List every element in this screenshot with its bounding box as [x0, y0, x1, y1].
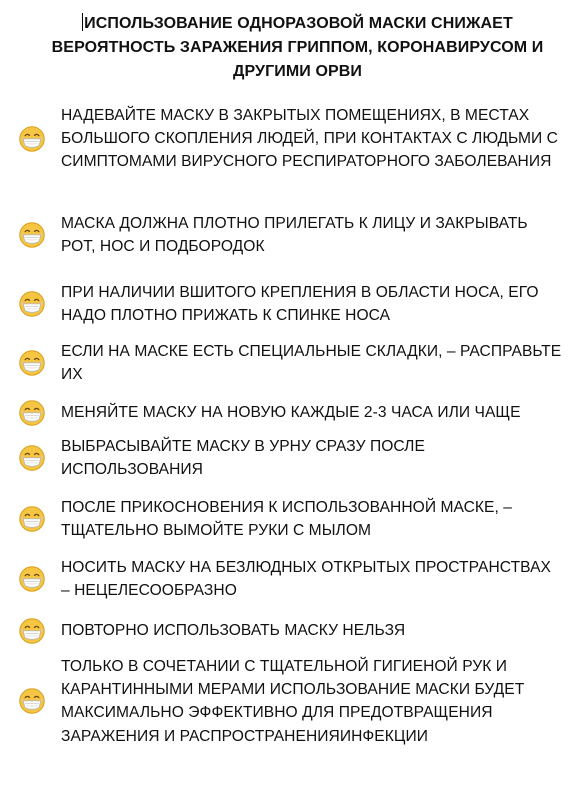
list-item-text: МАСКА ДОЛЖНА ПЛОТНО ПРИЛЕГАТЬ К ЛИЦУ И ЗАКРЫВАТЬ РОТ, НОС И ПОДБОРОДОК	[61, 215, 528, 256]
list-item	[18, 435, 563, 481]
list-item-text: ПРИ НАЛИЧИИ ВШИТОГО КРЕПЛЕНИЯ В ОБЛАСТИ НОСА, ЕГО НАДО ПЛОТНО ПРИЖАТЬ К СПИНКЕ НОСА	[61, 284, 539, 325]
list-item-text: МЕНЯЙТЕ МАСКУ НА НОВУЮ КАЖДЫЕ 2-3 ЧАСА ИЛИ ЧАЩЕ	[61, 404, 521, 422]
list-item-text: ПОВТОРНО ИСПОЛЬЗОВАТЬ МАСКУ НЕЛЬЗЯ	[61, 622, 406, 640]
list-item-text: ТОЛЬКО В СОЧЕТАНИИ С ТЩАТЕЛЬНОЙ ГИГИЕНОЙ РУК И КАРАНТИННЫМИ МЕРАМИ ИСПОЛЬЗОВАНИЕ МАСКИ БУДЕТ МАКСИМАЛЬНО ЭФФЕКТИВНО ДЛЯ ПРЕДОТВРАЩЕНИЯ ЗАРАЖЕНИЯ И РАСПРОСТРАНЕНИЯИНФЕКЦИИ	[61, 658, 525, 745]
masked-face-emoji-icon	[18, 565, 46, 593]
masked-face-emoji-icon	[18, 125, 46, 153]
list-item-text: НОСИТЬ МАСКУ НА БЕЗЛЮДНЫХ ОТКРЫТЫХ ПРОСТРАНСТВАХ – НЕЦЕЛЕСООБРАЗНО	[61, 559, 551, 600]
list-item	[18, 104, 563, 174]
masked-face-emoji-icon	[18, 349, 46, 377]
document-title-text: ИСПОЛЬЗОВАНИЕ ОДНОРАЗОВОЙ МАСКИ СНИЖАЕТ ВЕРОЯТНОСТЬ ЗАРАЖЕНИЯ ГРИППОМ, КОРОНАВИРУСОМ И ДРУГИМИ ОРВИ	[51, 15, 544, 80]
list-item	[18, 399, 563, 427]
list-item	[18, 281, 563, 327]
list-item	[18, 496, 563, 542]
list-item-text: ПОСЛЕ ПРИКОСНОВЕНИЯ К ИСПОЛЬЗОВАННОЙ МАСКЕ, – ТЩАТЕЛЬНО ВЫМОЙТЕ РУКИ С МЫЛОМ	[61, 499, 512, 540]
list-item	[18, 556, 563, 602]
list-item	[18, 212, 563, 258]
list-item-text: ЕСЛИ НА МАСКЕ ЕСТЬ СПЕЦИАЛЬНЫЕ СКЛАДКИ, – РАСПРАВЬТЕ ИХ	[61, 343, 562, 384]
list-item	[18, 655, 563, 748]
masked-face-emoji-icon	[18, 444, 46, 472]
list-item-text: НАДЕВАЙТЕ МАСКУ В ЗАКРЫТЫХ ПОМЕЩЕНИЯХ, В МЕСТАХ БОЛЬШОГО СКОПЛЕНИЯ ЛЮДЕЙ, ПРИ КОНТАКТАХ С ЛЮДЬМИ С СИМПТОМАМИ ВИРУСНОГО РЕСПИРАТОРНОГО ЗАБОЛЕВАНИЯ	[61, 107, 558, 171]
masked-face-emoji-icon	[18, 290, 46, 318]
masked-face-emoji-icon	[18, 505, 46, 533]
list-item-text: ВЫБРАСЫВАЙТЕ МАСКУ В УРНУ СРАЗУ ПОСЛЕ ИСПОЛЬЗОВАНИЯ	[61, 438, 425, 479]
masked-face-emoji-icon	[18, 687, 46, 715]
masked-face-emoji-icon	[18, 221, 46, 249]
masked-face-emoji-icon	[18, 617, 46, 645]
list-item	[18, 617, 563, 645]
list-item	[18, 340, 563, 386]
masked-face-emoji-icon	[18, 399, 46, 427]
document-title	[40, 12, 555, 84]
